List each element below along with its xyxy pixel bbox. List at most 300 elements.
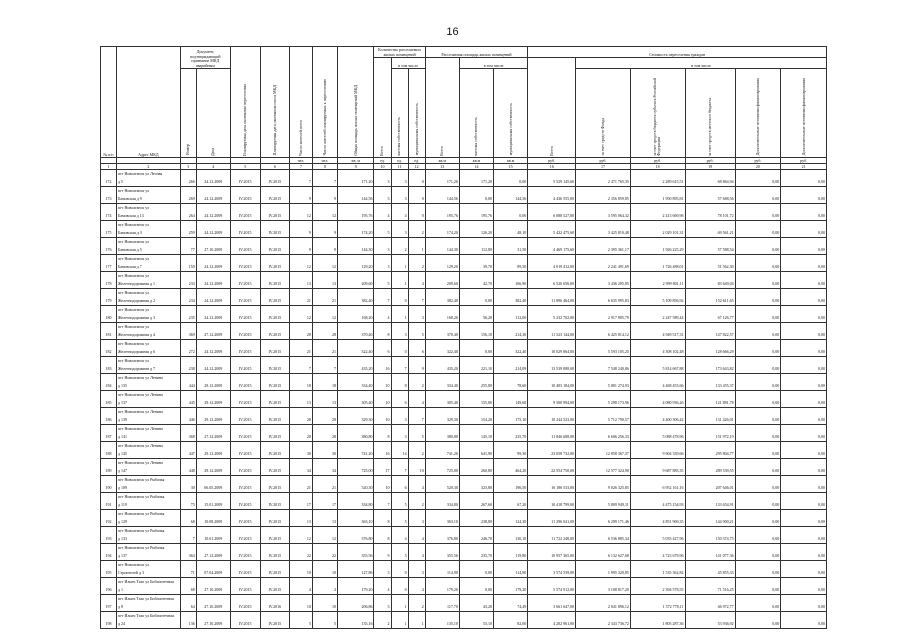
address-line-1: пгт Новоаганск ул: [116, 221, 180, 230]
table-row: [101, 187, 827, 196]
address-line-1: пгт Новоаганск ул: [116, 289, 180, 298]
cell-rb: 4 949 517,31: [630, 331, 685, 340]
cell-ap: 267,60: [459, 501, 493, 510]
row-number: 189: [101, 467, 117, 476]
cell-cp: 3: [391, 433, 408, 442]
table-row: [101, 408, 827, 417]
table-row: [101, 527, 827, 536]
cell-lb: 128 666,29: [685, 348, 735, 357]
table-row: [101, 535, 827, 544]
address-line-2: д 5: [116, 178, 180, 187]
cell-ct: 17: [374, 467, 391, 476]
address-line-2: д 24: [116, 620, 180, 629]
cell-ct: 3: [374, 178, 391, 187]
cell-ap: 126,20: [459, 229, 493, 238]
cell-ct: 8: [374, 535, 391, 544]
cell-date: 27.10.2009: [196, 603, 230, 612]
address-line-1: пгт Новоаганск ул Рыбачья: [116, 510, 180, 519]
cell-p1: IV.2015: [230, 331, 260, 340]
cell-p2: IV.2015: [260, 467, 290, 476]
cell-rb: 4 723 679,96: [630, 552, 685, 561]
cell-lb: 53 936,92: [685, 620, 735, 629]
cell-am: 382,40: [494, 297, 528, 306]
cell-lb: 131 426,01: [685, 416, 735, 425]
cell-pp: 18: [290, 382, 313, 391]
cell-ap: 0,00: [459, 195, 493, 204]
cell-pr: 13: [312, 399, 337, 408]
cell-cp: 5: [391, 501, 408, 510]
cell-e2: 0,00: [781, 433, 827, 442]
address-line-2: Бамовская д 3: [116, 229, 180, 238]
row-number: 172: [101, 178, 117, 187]
cell-p2: IV.2015: [260, 399, 290, 408]
cell-f: 2 241 491,69: [576, 263, 631, 272]
table-row: [101, 374, 827, 383]
cell-pp: 13: [290, 280, 313, 289]
cell-p1: IV.2015: [230, 280, 260, 289]
cell-cm: 10: [408, 467, 425, 476]
cell-p2: IV.2015: [260, 450, 290, 459]
cell-e2: 0,00: [781, 552, 827, 561]
cell-pr: 10: [312, 603, 337, 612]
cell-date: 06.05.2009: [196, 484, 230, 493]
cell-date: 29.12.2009: [196, 450, 230, 459]
cell-ta: 195,76: [337, 212, 373, 221]
cell-lb: 51 562,30: [685, 263, 735, 272]
cell-e2: 0,00: [781, 297, 827, 306]
cell-cp: 6: [391, 484, 408, 493]
cell-rb: 2 247 589,44: [630, 314, 685, 323]
table-row: [101, 323, 827, 332]
cell-num: 64: [180, 603, 196, 612]
cell-cp: 1: [391, 280, 408, 289]
cell-lb: 151 972,19: [685, 433, 735, 442]
address-line-2: д 147: [116, 467, 180, 476]
header-area-group: Расселяемая площадь жилых помещений: [425, 47, 528, 58]
cell-lb: 78 101,72: [685, 212, 735, 221]
address-line-2: д 119: [116, 501, 180, 510]
cell-lb: 133 654,91: [685, 501, 735, 510]
cell-date: 24.12.2009: [196, 365, 230, 374]
cell-am: 144,56: [494, 195, 528, 204]
cell-at: 380,80: [425, 433, 459, 442]
header-no: № п/п: [101, 47, 117, 158]
cell-e2: 0,00: [781, 212, 827, 221]
address-line-1: пгт Новоаганск ул: [116, 357, 180, 366]
cell-e2: 0,00: [781, 586, 827, 595]
table-row: [101, 399, 827, 408]
row-number: 182: [101, 348, 117, 357]
cell-p1: IV.2015: [230, 603, 260, 612]
cell-cm: 3: [408, 518, 425, 527]
header-area-municipal: муниципальная собственность: [494, 69, 528, 158]
cell-date: 27.10.2009: [196, 620, 230, 629]
cell-ct: 16: [374, 365, 391, 374]
address-line-2: д 141: [116, 433, 180, 442]
address-line-1: пгт Новоаганск ул Ленина: [116, 425, 180, 434]
cell-rb: 4 400 306,42: [630, 416, 685, 425]
cell-ap: 154,20: [459, 416, 493, 425]
cell-p1: IV.2015: [230, 518, 260, 527]
cell-cm: 2: [408, 603, 425, 612]
cell-cp: 7: [391, 467, 408, 476]
cell-p1: IV.2015: [230, 433, 260, 442]
cell-s: 16 186 533,00: [528, 484, 576, 493]
cell-ta: 334,80: [337, 501, 373, 510]
cell-rb: 2 999 801,11: [630, 280, 685, 289]
table-row: [101, 280, 827, 289]
cell-lb: 71 516,25: [685, 586, 735, 595]
cell-am: 149,60: [494, 399, 528, 408]
cell-cp: 0: [391, 348, 408, 357]
address-line-2: Бамовская д 9: [116, 195, 180, 204]
table-row: [101, 493, 827, 502]
cell-cp: 3: [391, 229, 408, 238]
table-row: [101, 170, 827, 179]
cell-pp: 12: [290, 314, 313, 323]
cell-e1: 0,00: [735, 297, 781, 306]
cell-pp: 13: [290, 518, 313, 527]
cell-ct: 4: [374, 314, 391, 323]
cell-at: 334,40: [425, 382, 459, 391]
column-number: 3: [180, 164, 196, 170]
cell-pp: 9: [290, 229, 313, 238]
cell-cm: 7: [408, 297, 425, 306]
cell-at: 209,60: [425, 280, 459, 289]
cell-p1: IV.2015: [230, 314, 260, 323]
table-row: [101, 595, 827, 604]
cell-e2: 0,00: [781, 178, 827, 187]
cell-rb: 4 080 936,26: [630, 399, 685, 408]
table-row: [101, 612, 827, 621]
cell-e1: 0,00: [735, 382, 781, 391]
cell-cm: 4: [408, 535, 425, 544]
cell-e1: 0,00: [735, 229, 781, 238]
cell-rb: 4 468 453,66: [630, 382, 685, 391]
cell-am: 130,10: [494, 535, 528, 544]
cell-f: 3 595 064,32: [576, 212, 631, 221]
cell-lb: 69 561,21: [685, 229, 735, 238]
cell-s: 22 554 750,00: [528, 467, 576, 476]
cell-p1: IV.2015: [230, 586, 260, 595]
table-row: [101, 620, 827, 629]
cell-s: 10 418 799,00: [528, 501, 576, 510]
cell-e2: 0,00: [781, 263, 827, 272]
cell-pp: 21: [290, 297, 313, 306]
cell-lb: 121 881,78: [685, 399, 735, 408]
cell-s: 4 202 961,00: [528, 620, 576, 629]
cell-ap: 0,00: [459, 586, 493, 595]
address-line-2: д 109: [116, 484, 180, 493]
address-line-2: д 8: [116, 603, 180, 612]
address-line-2: Железнодорожная д 3: [116, 314, 180, 323]
cell-p2: IV.2015: [260, 280, 290, 289]
cell-ct: 7: [374, 297, 391, 306]
units-row: чел. чел. кв. м ед. ед. ед. кв.м кв.м кв.м руб. руб. руб. руб. руб. руб.: [101, 158, 827, 164]
cell-ap: 53,10: [459, 620, 493, 629]
table-row: [101, 561, 827, 570]
table-row: [101, 357, 827, 366]
cell-pr: 18: [312, 382, 337, 391]
cell-ap: 0,00: [459, 348, 493, 357]
cell-date: 24.12.2009: [196, 280, 230, 289]
cell-at: 114,90: [425, 569, 459, 578]
column-number: 11: [391, 164, 408, 170]
table-row: [101, 297, 827, 306]
column-number: 12: [408, 164, 425, 170]
cell-p2: IV.2015: [260, 297, 290, 306]
table-row: [101, 178, 827, 187]
cell-num: 264: [180, 212, 196, 221]
table-row: [101, 289, 827, 298]
cell-ap: 156,10: [459, 331, 493, 340]
cell-lb: 46 972,77: [685, 603, 735, 612]
table-row: [101, 578, 827, 587]
cell-f: 2 395 361,17: [576, 246, 631, 255]
cell-ap: 39,70: [459, 263, 493, 272]
row-number: 179: [101, 297, 117, 306]
cell-s: 10 957 365,00: [528, 552, 576, 561]
cell-rb: 9 687 885,35: [630, 467, 685, 476]
cell-f: 6 606 256,33: [576, 433, 631, 442]
cell-at: 195,76: [425, 212, 459, 221]
cell-cm: 0: [408, 178, 425, 187]
address-line-1: пгт Новоаганск ул Ленина: [116, 459, 180, 468]
cell-cm: 4: [408, 399, 425, 408]
row-number: 176: [101, 246, 117, 255]
address-line-1: пгт Ильич Тахо ул Библиотечная: [116, 595, 180, 604]
cell-date: 10.08.2009: [196, 518, 230, 527]
table-row: [101, 450, 827, 459]
cell-cm: 4: [408, 552, 425, 561]
cell-e1: 0,00: [735, 484, 781, 493]
cell-cm: 0: [408, 212, 425, 221]
address-line-1: пгт Новоаганск ул: [116, 255, 180, 264]
cell-date: 29.12.2009: [196, 467, 230, 476]
cell-ta: 305,40: [337, 399, 373, 408]
cell-ta: 171,20: [337, 178, 373, 187]
cell-cm: 1: [408, 246, 425, 255]
cell-s: 6 088 527,00: [528, 212, 576, 221]
cell-ta: 179,20: [337, 586, 373, 595]
cell-cm: 2: [408, 229, 425, 238]
cell-am: 166,90: [494, 280, 528, 289]
header-cost-group: Стоимость переселения граждан: [528, 47, 827, 58]
cell-e1: 0,00: [735, 195, 781, 204]
cell-ta: 520,30: [337, 484, 373, 493]
table-row: [101, 603, 827, 612]
page-number: 16: [446, 26, 459, 38]
cell-s: 11 896 464,00: [528, 297, 576, 306]
cell-pp: 13: [290, 399, 313, 408]
cell-ta: 209,60: [337, 280, 373, 289]
cell-p2: IV.2015: [260, 348, 290, 357]
cell-cp: 5: [391, 552, 408, 561]
row-number: 195: [101, 569, 117, 578]
cell-am: 31,50: [494, 246, 528, 255]
cell-f: 2 356 859,85: [576, 195, 631, 204]
cell-s: 10 403 184,00: [528, 382, 576, 391]
cell-p1: IV.2015: [230, 348, 260, 357]
cell-pp: 10: [290, 569, 313, 578]
cell-cp: 6: [391, 399, 408, 408]
cell-pr: 10: [312, 569, 337, 578]
cell-rb: 2 413 669,96: [630, 212, 685, 221]
cell-e1: 0,00: [735, 212, 781, 221]
cell-am: 48,10: [494, 229, 528, 238]
table-row: [101, 484, 827, 493]
header-area-including: в том числе: [459, 58, 527, 69]
address-line-2: д 137: [116, 552, 180, 561]
address-line-2: д 137: [116, 399, 180, 408]
cell-num: 75: [180, 501, 196, 510]
cell-e1: 0,00: [735, 178, 781, 187]
cell-rb: 5 088 478,96: [630, 433, 685, 442]
cell-p2: IV.2015: [260, 416, 290, 425]
cell-lb: 289 539,55: [685, 467, 735, 476]
cell-num: 446: [180, 416, 196, 425]
cell-date: 27.12.2009: [196, 433, 230, 442]
address-line-1: пгт Новоаганск ул Ленина: [116, 391, 180, 400]
cell-pp: 34: [290, 467, 313, 476]
cell-date: 27.10.2009: [196, 586, 230, 595]
table-row: [101, 314, 827, 323]
cell-num: 447: [180, 450, 196, 459]
cell-ct: 3: [374, 603, 391, 612]
table-row: [101, 442, 827, 451]
cell-date: 29.12.2009: [196, 399, 230, 408]
table-row: [101, 476, 827, 485]
cell-ta: 322,40: [337, 348, 373, 357]
cell-ta: 168,20: [337, 314, 373, 323]
cell-p1: IV.2015: [230, 229, 260, 238]
address-line-2: д 1: [116, 586, 180, 595]
address-line-2: Бамовская д 7: [116, 263, 180, 272]
cell-at: 168,20: [425, 314, 459, 323]
table-row: [101, 433, 827, 442]
cell-num: 30: [180, 484, 196, 493]
cell-pr: 9: [312, 195, 337, 204]
address-line-1: пгт Новоаганск ул Рыбачья: [116, 493, 180, 502]
row-number: 173: [101, 195, 117, 204]
cell-f: 3 425 810,48: [576, 229, 631, 238]
cell-p1: IV.2015: [230, 382, 260, 391]
cell-f: 3 108 817,20: [576, 586, 631, 595]
cell-f: 9 026 325,85: [576, 484, 631, 493]
cell-p1: IV.2015: [230, 620, 260, 629]
cell-p2: IV.2015: [260, 535, 290, 544]
cell-e1: 0,00: [735, 365, 781, 374]
cell-lb: 57 688,56: [685, 195, 735, 204]
cell-date: 24.12.2009: [196, 297, 230, 306]
cell-s: 13 539 088,00: [528, 365, 576, 374]
cell-at: 322,40: [425, 348, 459, 357]
cell-num: 68: [180, 518, 196, 527]
header-fund-funds: за счет средств Фонда: [576, 69, 631, 158]
table-row: [101, 416, 827, 425]
cell-am: 0,00: [494, 212, 528, 221]
cell-e1: 0,00: [735, 416, 781, 425]
cell-rb: 5 109 856,92: [630, 297, 685, 306]
cell-p2: IV.2015: [260, 620, 290, 629]
cell-p1: IV.2015: [230, 450, 260, 459]
cell-p1: IV.2015: [230, 535, 260, 544]
cell-rb: 9 904 339,66: [630, 450, 685, 459]
cell-f: 12 858 367,37: [576, 450, 631, 459]
cell-cp: 0: [391, 569, 408, 578]
cell-p2: IV.2015: [260, 569, 290, 578]
cell-cp: 0: [391, 586, 408, 595]
cell-pr: 34: [312, 467, 337, 476]
column-number: 7: [290, 164, 313, 170]
cell-pp: 4: [290, 586, 313, 595]
table-row: [101, 255, 827, 264]
cell-ct: 7: [374, 501, 391, 510]
cell-p2: IV.2015: [260, 586, 290, 595]
cell-cm: 3: [408, 569, 425, 578]
table-row: [101, 365, 827, 374]
cell-s: 23 058 732,00: [528, 450, 576, 459]
cell-ct: 10: [374, 382, 391, 391]
cell-rb: 2 029 101,31: [630, 229, 685, 238]
cell-ap: 56,20: [459, 314, 493, 323]
header-count-total: Всего: [374, 58, 391, 158]
cell-cm: 4: [408, 484, 425, 493]
cell-ct: 3: [374, 569, 391, 578]
cell-e2: 0,00: [781, 365, 827, 374]
cell-p1: IV.2015: [230, 263, 260, 272]
cell-e1: 0,00: [735, 314, 781, 323]
cell-ct: 4: [374, 586, 391, 595]
cell-num: 68: [180, 586, 196, 595]
address-line-1: пгт Новоаганск ул Ленина: [116, 408, 180, 417]
cell-cm: 5: [408, 433, 425, 442]
cell-date: 27.12.2009: [196, 552, 230, 561]
cell-am: 112,00: [494, 314, 528, 323]
cell-e1: 0,00: [735, 263, 781, 272]
column-number: 15: [494, 164, 528, 170]
cell-p1: IV.2015: [230, 246, 260, 255]
cell-cp: 1: [391, 263, 408, 272]
cell-lb: 147 822,57: [685, 331, 735, 340]
cell-ta: 135,16: [337, 620, 373, 629]
cell-pr: 28: [312, 416, 337, 425]
cell-s: 4 436 555,00: [528, 195, 576, 204]
cell-date: 24.12.2009: [196, 178, 230, 187]
cell-cp: 4: [391, 535, 408, 544]
row-number: 174: [101, 212, 117, 221]
cell-pp: 30: [290, 450, 313, 459]
cell-am: 78,60: [494, 382, 528, 391]
cell-ap: 195,76: [459, 212, 493, 221]
header-count-including: в том числе: [391, 58, 425, 69]
row-number: 192: [101, 518, 117, 527]
address-line-1: пгт Новоаганск ул Лесная: [116, 170, 180, 179]
row-number: 185: [101, 399, 117, 408]
column-number: 18: [630, 164, 685, 170]
cell-s: 11 846 688,00: [528, 433, 576, 442]
cell-ap: 323,80: [459, 484, 493, 493]
address-line-1: пгт Ильич Тахо ул Библиотечная: [116, 612, 180, 621]
cell-e2: 0,00: [781, 569, 827, 578]
cell-cm: 2: [408, 382, 425, 391]
column-number: 1: [101, 164, 117, 170]
cell-p2: IV.2015: [260, 229, 290, 238]
row-number: 193: [101, 535, 117, 544]
cell-f: 6 299 171,46: [576, 518, 631, 527]
cell-s: 10 244 523,00: [528, 416, 576, 425]
address-line-1: пгт Ильич Тахо ул Библиотечная: [116, 578, 180, 587]
